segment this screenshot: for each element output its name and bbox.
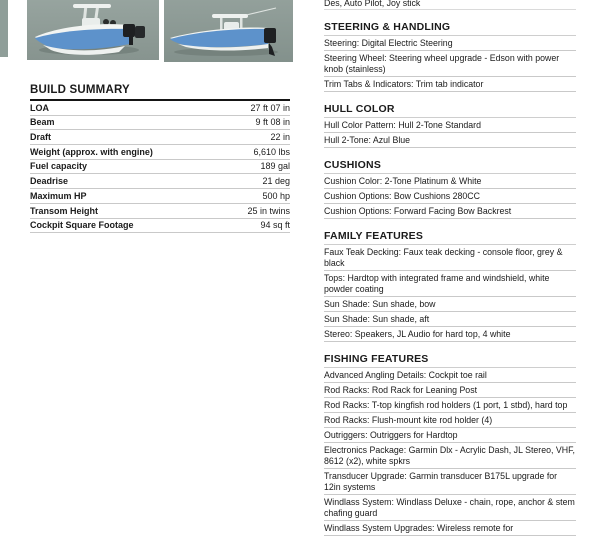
feature-item: Rod Racks: T-top kingfish rod holders (1 port, 1 stbd), hard top	[324, 398, 576, 413]
build-summary-title: BUILD SUMMARY	[30, 84, 290, 101]
spec-label: Transom Height	[30, 205, 99, 216]
feature-item: Faux Teak Decking: Faux teak decking - console floor, grey & black	[324, 245, 576, 271]
spec-value: 6,610 lbs	[253, 146, 290, 157]
spec-row-fuel	[30, 160, 290, 175]
feature-item: Sun Shade: Sun shade, aft	[324, 312, 576, 327]
feature-item: Windlass System: Windlass Deluxe - chain, rope, anchor & stem chafing guard	[324, 495, 576, 521]
spec-value: 500 hp	[262, 190, 290, 201]
spec-row-max-hp	[30, 189, 290, 204]
spec-label: Beam	[30, 117, 55, 128]
feature-item: Steering Wheel: Steering wheel upgrade - Edson with power knob (stainless)	[324, 51, 576, 77]
feature-item: Cushion Color: 2-Tone Platinum & White	[324, 174, 576, 189]
spec-label: Weight (approx. with engine)	[30, 146, 153, 157]
feature-item: Rod Racks: Flush-mount kite rod holder (4)	[324, 413, 576, 428]
boat-image-front-quarter	[27, 0, 159, 60]
spec-row-cockpit	[30, 219, 290, 234]
feature-item: Hull 2-Tone: Azul Blue	[324, 133, 576, 148]
section-steering-handling	[324, 19, 576, 92]
section-title: STEERING & HANDLING	[324, 19, 576, 36]
spec-label: Maximum HP	[30, 190, 87, 201]
spec-row-loa	[30, 101, 290, 116]
section-hull-color	[324, 101, 576, 148]
section-title: CUSHIONS	[324, 157, 576, 174]
section-title: HULL COLOR	[324, 101, 576, 118]
section-cushions	[324, 157, 576, 219]
boat-profile-illustration	[164, 0, 293, 62]
spec-value: 21 deg	[262, 176, 290, 187]
spec-row-beam	[30, 116, 290, 131]
spec-label: Deadrise	[30, 176, 69, 187]
feature-item: Transducer Upgrade: Garmin transducer B175L upgrade for 12in systems	[324, 469, 576, 495]
section-title: FAMILY FEATURES	[324, 228, 576, 245]
spec-label: Draft	[30, 132, 52, 143]
feature-item: Tops: Hardtop with integrated frame and windshield, white powder coating	[324, 271, 576, 297]
build-summary-section	[30, 84, 290, 233]
spec-value: 189 gal	[260, 161, 290, 172]
feature-item: Steering: Digital Electric Steering	[324, 36, 576, 51]
section-title: FISHING FEATURES	[324, 351, 576, 368]
spec-value: 9 ft 08 in	[255, 117, 290, 128]
feature-item: Trim Tabs & Indicators: Trim tab indicator	[324, 77, 576, 92]
spec-label: Cockpit Square Footage	[30, 220, 134, 231]
spec-value: 27 ft 07 in	[250, 102, 290, 113]
section-family-features	[324, 228, 576, 342]
feature-item: Outriggers: Outriggers for Hardtop	[324, 428, 576, 443]
boat-image-edge-sliver	[0, 0, 8, 57]
boat-front-quarter-illustration	[27, 0, 159, 60]
clipped-feature-line: Des, Auto Pilot, Joy stick	[324, 0, 576, 10]
feature-item: Stereo: Speakers, JL Audio for hard top, 4 white	[324, 327, 576, 342]
features-column	[324, 0, 576, 536]
spec-value: 94 sq ft	[260, 220, 290, 231]
section-fishing-features	[324, 351, 576, 536]
boat-image-profile	[164, 0, 293, 62]
spec-label: LOA	[30, 102, 49, 113]
spec-row-weight	[30, 145, 290, 160]
spec-row-transom	[30, 204, 290, 219]
feature-item: Electronics Package: Garmin Dlx - Acrylic Dash, JL Stereo, VHF, 8612 (x2), white spkrs	[324, 443, 576, 469]
spec-row-draft	[30, 130, 290, 145]
feature-item: Hull Color Pattern: Hull 2-Tone Standard	[324, 118, 576, 133]
feature-item: Advanced Angling Details: Cockpit toe rail	[324, 368, 576, 383]
feature-item: Windlass System Upgrades: Wireless remote for	[324, 521, 576, 536]
feature-item: Rod Racks: Rod Rack for Leaning Post	[324, 383, 576, 398]
feature-item: Cushion Options: Bow Cushions 280CC	[324, 189, 576, 204]
spec-row-deadrise	[30, 174, 290, 189]
spec-value: 25 in twins	[247, 205, 290, 216]
spec-value: 22 in	[270, 132, 290, 143]
feature-item: Sun Shade: Sun shade, bow	[324, 297, 576, 312]
feature-item: Cushion Options: Forward Facing Bow Backrest	[324, 204, 576, 219]
spec-label: Fuel capacity	[30, 161, 88, 172]
